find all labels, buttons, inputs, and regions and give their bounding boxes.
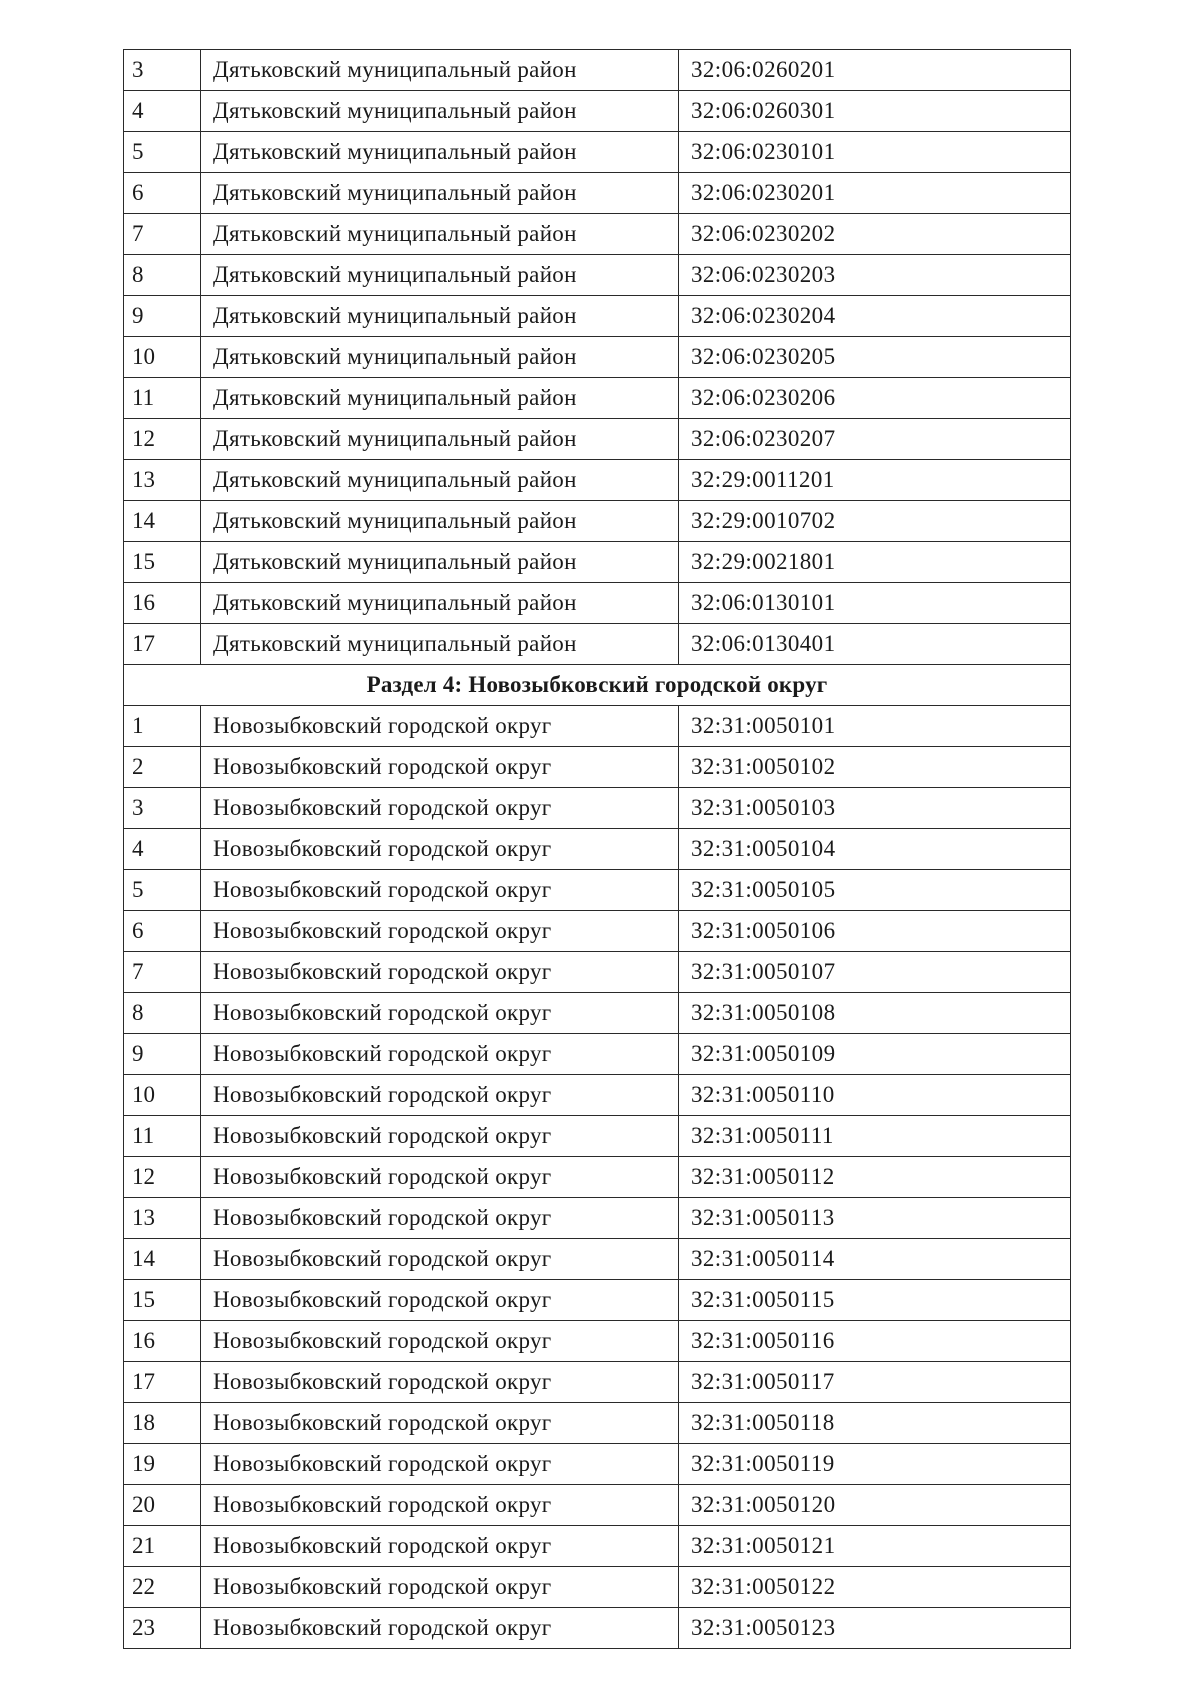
table-row <box>124 1157 1071 1198</box>
table-row <box>124 1321 1071 1362</box>
district-name-cell: Новозыбковский городской округ <box>201 1444 679 1485</box>
row-number-cell: 12 <box>124 419 201 460</box>
table-row <box>124 993 1071 1034</box>
cadastral-code-cell: 32:31:0050117 <box>679 1362 1071 1403</box>
row-number-cell: 19 <box>124 1444 201 1485</box>
table-row <box>124 214 1071 255</box>
cadastral-code-cell: 32:31:0050123 <box>679 1608 1071 1649</box>
row-number-cell: 15 <box>124 1280 201 1321</box>
table-row <box>124 296 1071 337</box>
table-row <box>124 50 1071 91</box>
district-name-cell: Дятьковский муниципальный район <box>201 460 679 501</box>
cadastral-code-cell: 32:31:0050119 <box>679 1444 1071 1485</box>
row-number-cell: 18 <box>124 1403 201 1444</box>
row-number-cell: 5 <box>124 870 201 911</box>
section-title: Раздел 4: Новозыбковский городской округ <box>124 665 1071 706</box>
row-number-cell: 6 <box>124 173 201 214</box>
table-row <box>124 952 1071 993</box>
cadastral-code-cell: 32:31:0050112 <box>679 1157 1071 1198</box>
cadastral-code-cell: 32:31:0050104 <box>679 829 1071 870</box>
cadastral-code-cell: 32:31:0050102 <box>679 747 1071 788</box>
table-row <box>124 583 1071 624</box>
table-row <box>124 829 1071 870</box>
row-number-cell: 4 <box>124 829 201 870</box>
table-body-after-section <box>124 706 1071 1649</box>
cadastral-code-cell: 32:31:0050116 <box>679 1321 1071 1362</box>
table-row <box>124 501 1071 542</box>
table-row <box>124 255 1071 296</box>
district-name-cell: Новозыбковский городской округ <box>201 1116 679 1157</box>
table-body-before-section <box>124 50 1071 665</box>
section-header-row <box>124 665 1071 706</box>
table-row <box>124 419 1071 460</box>
table-row <box>124 132 1071 173</box>
district-name-cell: Дятьковский муниципальный район <box>201 296 679 337</box>
table-row <box>124 1567 1071 1608</box>
row-number-cell: 1 <box>124 706 201 747</box>
district-name-cell: Новозыбковский городской округ <box>201 1567 679 1608</box>
district-name-cell: Новозыбковский городской округ <box>201 1608 679 1649</box>
section-header-group <box>124 665 1071 706</box>
cadastral-code-cell: 32:29:0011201 <box>679 460 1071 501</box>
cadastral-code-cell: 32:31:0050110 <box>679 1075 1071 1116</box>
cadastral-code-cell: 32:06:0230205 <box>679 337 1071 378</box>
cadastral-code-cell: 32:31:0050115 <box>679 1280 1071 1321</box>
cadastral-code-cell: 32:06:0230201 <box>679 173 1071 214</box>
cadastral-code-cell: 32:31:0050108 <box>679 993 1071 1034</box>
cadastral-code-cell: 32:29:0010702 <box>679 501 1071 542</box>
cadastral-code-cell: 32:31:0050120 <box>679 1485 1071 1526</box>
district-name-cell: Новозыбковский городской округ <box>201 788 679 829</box>
district-name-cell: Новозыбковский городской округ <box>201 706 679 747</box>
row-number-cell: 20 <box>124 1485 201 1526</box>
district-name-cell: Дятьковский муниципальный район <box>201 378 679 419</box>
row-number-cell: 7 <box>124 214 201 255</box>
district-name-cell: Дятьковский муниципальный район <box>201 337 679 378</box>
district-name-cell: Дятьковский муниципальный район <box>201 255 679 296</box>
district-name-cell: Новозыбковский городской округ <box>201 1403 679 1444</box>
table-row <box>124 870 1071 911</box>
district-name-cell: Новозыбковский городской округ <box>201 1157 679 1198</box>
cadastral-code-cell: 32:31:0050103 <box>679 788 1071 829</box>
district-name-cell: Новозыбковский городской округ <box>201 1075 679 1116</box>
cadastral-code-cell: 32:06:0230101 <box>679 132 1071 173</box>
cadastral-code-cell: 32:06:0260301 <box>679 91 1071 132</box>
table-row <box>124 1116 1071 1157</box>
row-number-cell: 2 <box>124 747 201 788</box>
cadastral-code-cell: 32:31:0050106 <box>679 911 1071 952</box>
row-number-cell: 23 <box>124 1608 201 1649</box>
cadastral-code-cell: 32:29:0021801 <box>679 542 1071 583</box>
row-number-cell: 8 <box>124 255 201 296</box>
row-number-cell: 14 <box>124 1239 201 1280</box>
district-name-cell: Дятьковский муниципальный район <box>201 419 679 460</box>
row-number-cell: 9 <box>124 1034 201 1075</box>
district-name-cell: Новозыбковский городской округ <box>201 1485 679 1526</box>
row-number-cell: 5 <box>124 132 201 173</box>
row-number-cell: 17 <box>124 624 201 665</box>
table-row <box>124 378 1071 419</box>
row-number-cell: 16 <box>124 1321 201 1362</box>
district-name-cell: Новозыбковский городской округ <box>201 1239 679 1280</box>
district-name-cell: Дятьковский муниципальный район <box>201 501 679 542</box>
district-name-cell: Дятьковский муниципальный район <box>201 542 679 583</box>
district-name-cell: Дятьковский муниципальный район <box>201 173 679 214</box>
district-name-cell: Новозыбковский городской округ <box>201 1321 679 1362</box>
row-number-cell: 15 <box>124 542 201 583</box>
cadastral-code-cell: 32:31:0050113 <box>679 1198 1071 1239</box>
district-name-cell: Дятьковский муниципальный район <box>201 583 679 624</box>
row-number-cell: 13 <box>124 1198 201 1239</box>
table-row <box>124 460 1071 501</box>
cadastral-code-cell: 32:31:0050111 <box>679 1116 1071 1157</box>
row-number-cell: 7 <box>124 952 201 993</box>
table-row <box>124 788 1071 829</box>
district-name-cell: Новозыбковский городской округ <box>201 1034 679 1075</box>
row-number-cell: 8 <box>124 993 201 1034</box>
table-row <box>124 1075 1071 1116</box>
table-row <box>124 1444 1071 1485</box>
district-name-cell: Дятьковский муниципальный район <box>201 91 679 132</box>
table-row <box>124 706 1071 747</box>
row-number-cell: 21 <box>124 1526 201 1567</box>
table-row <box>124 173 1071 214</box>
district-name-cell: Новозыбковский городской округ <box>201 870 679 911</box>
table-row <box>124 1034 1071 1075</box>
row-number-cell: 11 <box>124 1116 201 1157</box>
cadastral-code-cell: 32:06:0230207 <box>679 419 1071 460</box>
district-name-cell: Новозыбковский городской округ <box>201 952 679 993</box>
district-name-cell: Новозыбковский городской округ <box>201 911 679 952</box>
cadastral-code-cell: 32:06:0130401 <box>679 624 1071 665</box>
table-row <box>124 1608 1071 1649</box>
cadastral-table <box>123 49 1071 1649</box>
district-name-cell: Дятьковский муниципальный район <box>201 624 679 665</box>
cadastral-code-cell: 32:31:0050118 <box>679 1403 1071 1444</box>
cadastral-code-cell: 32:31:0050105 <box>679 870 1071 911</box>
cadastral-code-cell: 32:31:0050121 <box>679 1526 1071 1567</box>
cadastral-code-cell: 32:06:0260201 <box>679 50 1071 91</box>
row-number-cell: 12 <box>124 1157 201 1198</box>
table-row <box>124 1362 1071 1403</box>
cadastral-code-cell: 32:31:0050122 <box>679 1567 1071 1608</box>
table-row <box>124 747 1071 788</box>
district-name-cell: Дятьковский муниципальный район <box>201 132 679 173</box>
table-row <box>124 1198 1071 1239</box>
district-name-cell: Новозыбковский городской округ <box>201 1362 679 1403</box>
cadastral-code-cell: 32:06:0130101 <box>679 583 1071 624</box>
cadastral-code-cell: 32:31:0050109 <box>679 1034 1071 1075</box>
table-row <box>124 1485 1071 1526</box>
cadastral-code-cell: 32:06:0230204 <box>679 296 1071 337</box>
cadastral-code-cell: 32:31:0050107 <box>679 952 1071 993</box>
district-name-cell: Новозыбковский городской округ <box>201 829 679 870</box>
table-row <box>124 1239 1071 1280</box>
table-row <box>124 1526 1071 1567</box>
row-number-cell: 22 <box>124 1567 201 1608</box>
table-row <box>124 911 1071 952</box>
row-number-cell: 3 <box>124 788 201 829</box>
row-number-cell: 9 <box>124 296 201 337</box>
row-number-cell: 6 <box>124 911 201 952</box>
row-number-cell: 13 <box>124 460 201 501</box>
district-name-cell: Новозыбковский городской округ <box>201 747 679 788</box>
cadastral-code-cell: 32:06:0230206 <box>679 378 1071 419</box>
row-number-cell: 14 <box>124 501 201 542</box>
table-row <box>124 337 1071 378</box>
row-number-cell: 10 <box>124 337 201 378</box>
district-name-cell: Дятьковский муниципальный район <box>201 50 679 91</box>
cadastral-code-cell: 32:06:0230203 <box>679 255 1071 296</box>
row-number-cell: 16 <box>124 583 201 624</box>
cadastral-code-cell: 32:31:0050114 <box>679 1239 1071 1280</box>
row-number-cell: 4 <box>124 91 201 132</box>
table-row <box>124 624 1071 665</box>
table-row <box>124 1280 1071 1321</box>
table-row <box>124 542 1071 583</box>
table-row <box>124 91 1071 132</box>
district-name-cell: Новозыбковский городской округ <box>201 1526 679 1567</box>
district-name-cell: Дятьковский муниципальный район <box>201 214 679 255</box>
cadastral-code-cell: 32:06:0230202 <box>679 214 1071 255</box>
row-number-cell: 17 <box>124 1362 201 1403</box>
district-name-cell: Новозыбковский городской округ <box>201 1198 679 1239</box>
table-row <box>124 1403 1071 1444</box>
row-number-cell: 11 <box>124 378 201 419</box>
district-name-cell: Новозыбковский городской округ <box>201 1280 679 1321</box>
row-number-cell: 3 <box>124 50 201 91</box>
district-name-cell: Новозыбковский городской округ <box>201 993 679 1034</box>
row-number-cell: 10 <box>124 1075 201 1116</box>
cadastral-code-cell: 32:31:0050101 <box>679 706 1071 747</box>
